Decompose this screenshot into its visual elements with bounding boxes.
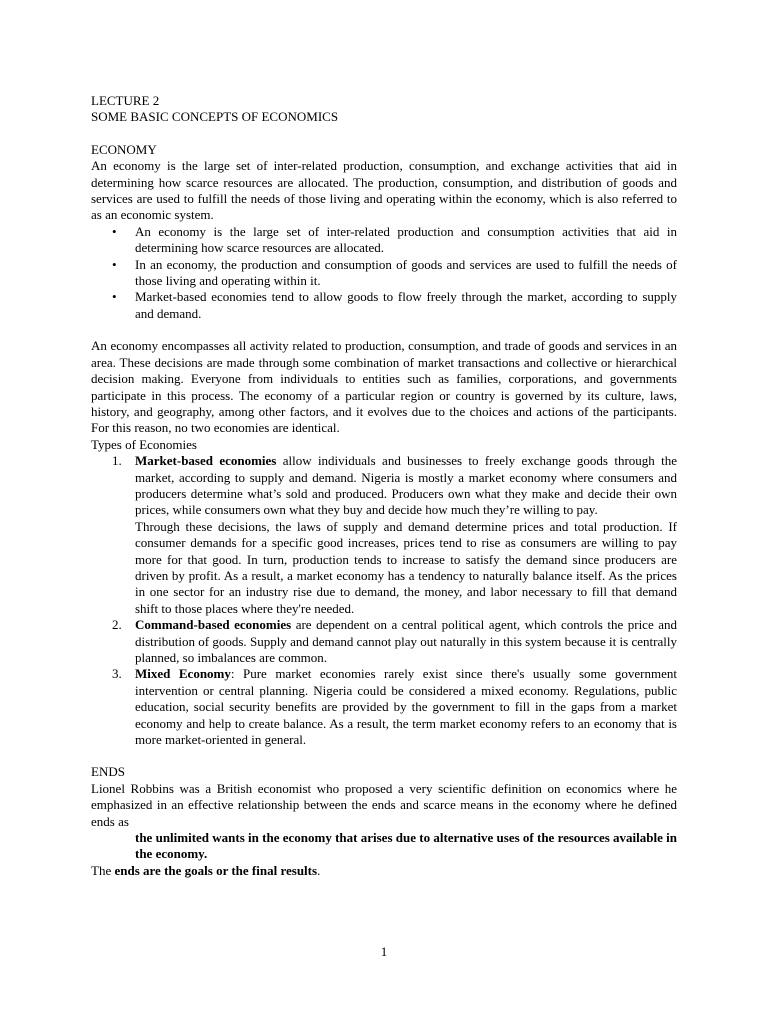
spacer: [91, 748, 677, 764]
list-number: 3.: [112, 666, 122, 682]
economy-bullet-list: [91, 224, 677, 322]
spacer: [91, 322, 677, 338]
list-item: [91, 289, 677, 322]
closing-bold-text: ends are the goals or the final results: [114, 862, 318, 878]
bullet-text: In an economy, the production and consumption of goods and services are used to fulfill the needs of those living and operating within it.: [135, 256, 677, 289]
bullet-text: Market-based economies tend to allow goods to flow freely through the market, according to supply and demand.: [135, 289, 677, 321]
list-number: 1.: [112, 453, 122, 469]
types-heading: Types of Economies: [91, 436, 197, 452]
spacer: [91, 126, 677, 142]
bullet-icon: •: [112, 223, 117, 239]
economy-paragraph: An economy encompasses all activity related to production, consumption, and trade of goods and services in an area. These decisions are made through some combination of market transactions and collective or hierarchical decision making. Everyone from individuals to entities such as families, corporations, and governments participate in this process. The economy of a particular region or country is governed by its culture, laws, history, and geography, among other factors, and it evolves due to the choices and actions of the participants. For this reason, no two economies are identical.: [91, 338, 677, 436]
list-item-market-based: [91, 453, 677, 617]
economy-intro-paragraph: An economy is the large set of inter-related production, consumption, and exchange activities that aid in determining how scarce resources are allocated. The production, consumption, and distribution of goods and services are used to fulfill the needs of those living and operating within the economy, which is also referred to as an economic system.: [91, 158, 677, 223]
list-item-mixed-economy: [91, 666, 677, 748]
list-item-command-based: [91, 617, 677, 666]
lecture-label: LECTURE 2: [91, 93, 160, 108]
economy-heading: ECONOMY: [91, 141, 157, 157]
term-mixed-economy: Mixed Economy: [135, 666, 231, 682]
bullet-icon: •: [112, 289, 117, 305]
closing-prefix: The: [91, 862, 115, 878]
term-description: : Pure market economies rarely exist since there's usually some government intervention or central planning. Nigeria could be considered a mixed economy. Regulations, public education, social security benefits are provided by the government to fill in the gaps from a market economy and help to create balance. As a result, the term market economy refers to an economy that is more market-oriented in general.: [135, 666, 678, 748]
list-number: 2.: [112, 617, 122, 633]
ends-paragraph: Lionel Robbins was a British economist who proposed a very scientific definition on economics where he emphasized in an effective relationship between the ends and scarce means in the economy where he defined ends as: [91, 780, 677, 829]
term-description: are dependent on a central political agent, which controls the price and distribution of goods. Supply and demand cannot play out naturally in this system because it is centrally planned, so imbalances are common.: [135, 617, 677, 665]
closing-suffix: .: [317, 862, 321, 878]
list-item: [91, 257, 677, 290]
page-title: SOME BASIC CONCEPTS OF ECONOMICS: [91, 109, 339, 125]
ends-closing-sentence: [91, 863, 677, 879]
term-command-based: Command-based economies: [135, 617, 292, 633]
term-market-based: Market-based economies: [135, 453, 277, 469]
term-description: allow individuals and businesses to freely exchange goods through the market, according to supply and demand. Nigeria is mostly a market economy where consumers and producers determine what’s sold and produced. Producers own what they make and decide their own prices, while consumers own what they buy and decide how much they’re willing to pay.: [135, 453, 677, 518]
ends-heading: ENDS: [91, 764, 125, 780]
page-content: [91, 93, 677, 879]
list-item: [91, 224, 677, 257]
types-list: [91, 453, 677, 748]
page-number: 1: [380, 944, 388, 959]
bullet-icon: •: [112, 256, 117, 272]
market-based-continuation: Through these decisions, the laws of supply and demand determine prices and total production. If consumer demands for a specific good increases, prices tend to rise as consumers are willing to pay more for that good. In turn, production tends to increase to satisfy the demand since producers are driven by profit. As a result, a market economy has a tendency to naturally balance itself. As the prices in one sector for an industry rise due to demand, the money, and labor necessary to fill that demand shift to those places where they're needed.: [135, 518, 677, 616]
bullet-text: An economy is the large set of inter-related production and consumption activities that aid in determining how scarce resources are allocated.: [135, 223, 677, 256]
ends-definition-quote: the unlimited wants in the economy that arises due to alternative uses of the resources available in the economy.: [135, 830, 677, 862]
